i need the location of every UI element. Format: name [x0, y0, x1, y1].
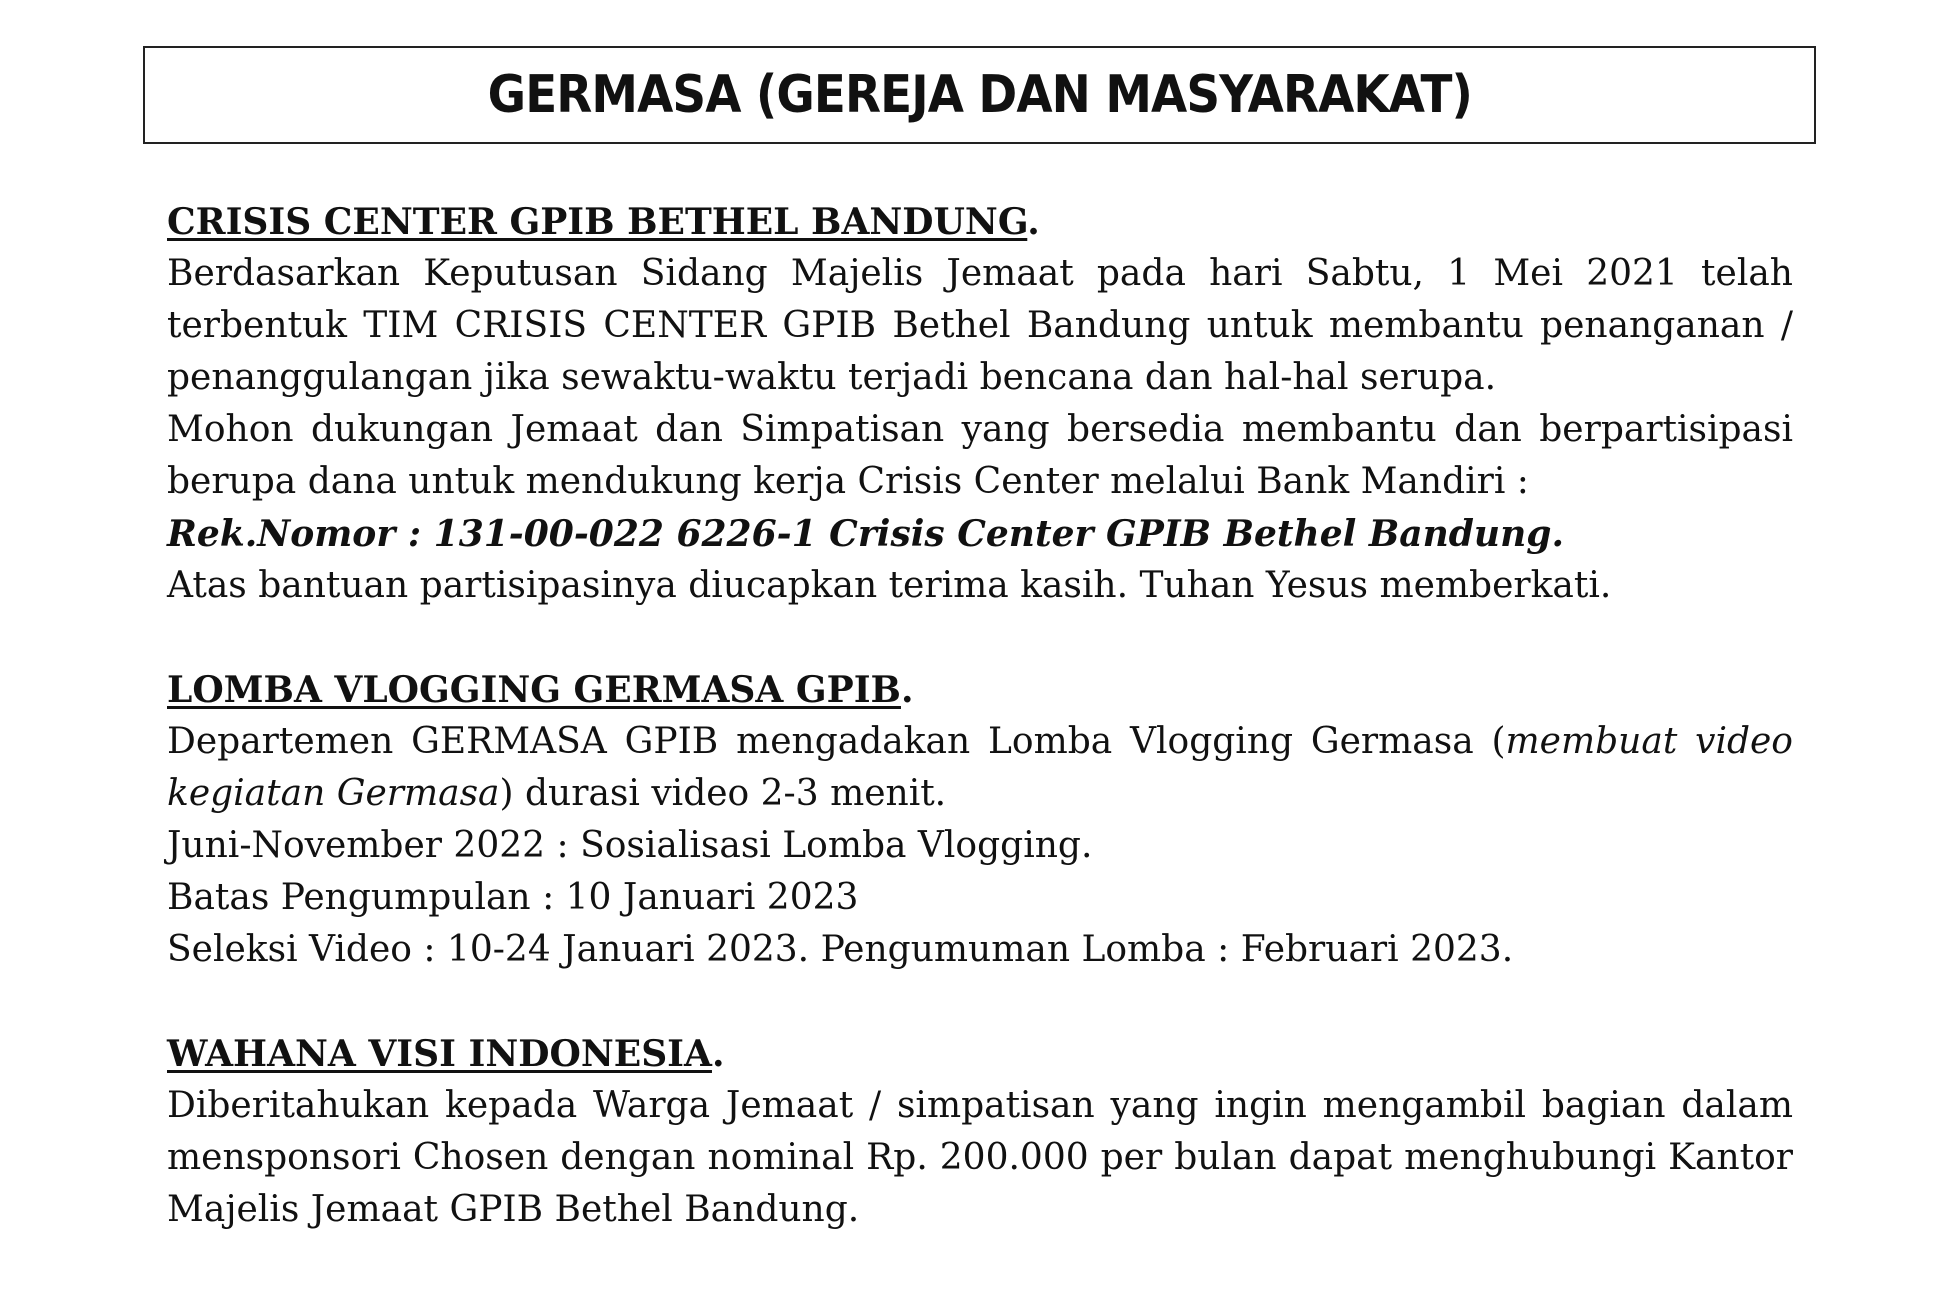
page-title: GERMASA (GEREJA DAN MASYARAKAT) — [487, 65, 1472, 125]
section-heading-lomba-vlogging: LOMBA VLOGGING GERMASA GPIB. — [167, 669, 914, 711]
lomba-vlogging-schedule-1: Juni-November 2022 : Sosialisasi Lomba Vlogging. — [167, 825, 1093, 866]
crisis-center-paragraph-1: Berdasarkan Keputusan Sidang Majelis Jemaat pada hari Sabtu, 1 Mei 2021 telah terbentuk TIM CRISIS CENTER GPIB Bethel Bandung untuk membantu penanganan / penanggulangan jika sewaktu-waktu terjadi bencana dan hal-hal serupa. — [167, 253, 1793, 398]
section-heading-wahana-visi: WAHANA VISI INDONESIA. — [167, 1033, 725, 1075]
document-body — [167, 196, 1793, 1236]
lomba-vlogging-paragraph: Departemen GERMASA GPIB mengadakan Lomba Vlogging Germasa (membuat video kegiatan Germasa) durasi video 2-3 menit. — [167, 721, 1793, 814]
crisis-center-thanks: Atas bantuan partisipasinya diucapkan terima kasih. Tuhan Yesus memberkati. — [167, 565, 1612, 606]
bank-account-number: Rek.Nomor : 131-00-022 6226-1 Crisis Center GPIB Bethel Bandung. — [167, 513, 1564, 555]
crisis-center-paragraph-2: Mohon dukungan Jemaat dan Simpatisan yang bersedia membantu dan berpartisipasi berupa dana untuk mendukung kerja Crisis Center melalui Bank Mandiri : — [167, 409, 1793, 502]
lomba-vlogging-italic-note: membuat video kegiatan Germasa — [167, 721, 1793, 814]
wahana-visi-paragraph: Diberitahukan kepada Warga Jemaat / simpatisan yang ingin mengambil bagian dalam mensponsori Chosen dengan nominal Rp. 200.000 per bulan dapat menghubungi Kantor Majelis Jemaat GPIB Bethel Bandung. — [167, 1085, 1793, 1230]
section-wahana-visi — [167, 1028, 1793, 1236]
title-box — [143, 46, 1816, 144]
section-lomba-vlogging — [167, 664, 1793, 976]
lomba-vlogging-schedule-3: Seleksi Video : 10-24 Januari 2023. Pengumuman Lomba : Februari 2023. — [167, 929, 1514, 970]
lomba-vlogging-schedule-2: Batas Pengumpulan : 10 Januari 2023 — [167, 877, 859, 918]
section-crisis-center — [167, 196, 1793, 612]
section-heading-crisis-center: CRISIS CENTER GPIB BETHEL BANDUNG. — [167, 201, 1040, 243]
